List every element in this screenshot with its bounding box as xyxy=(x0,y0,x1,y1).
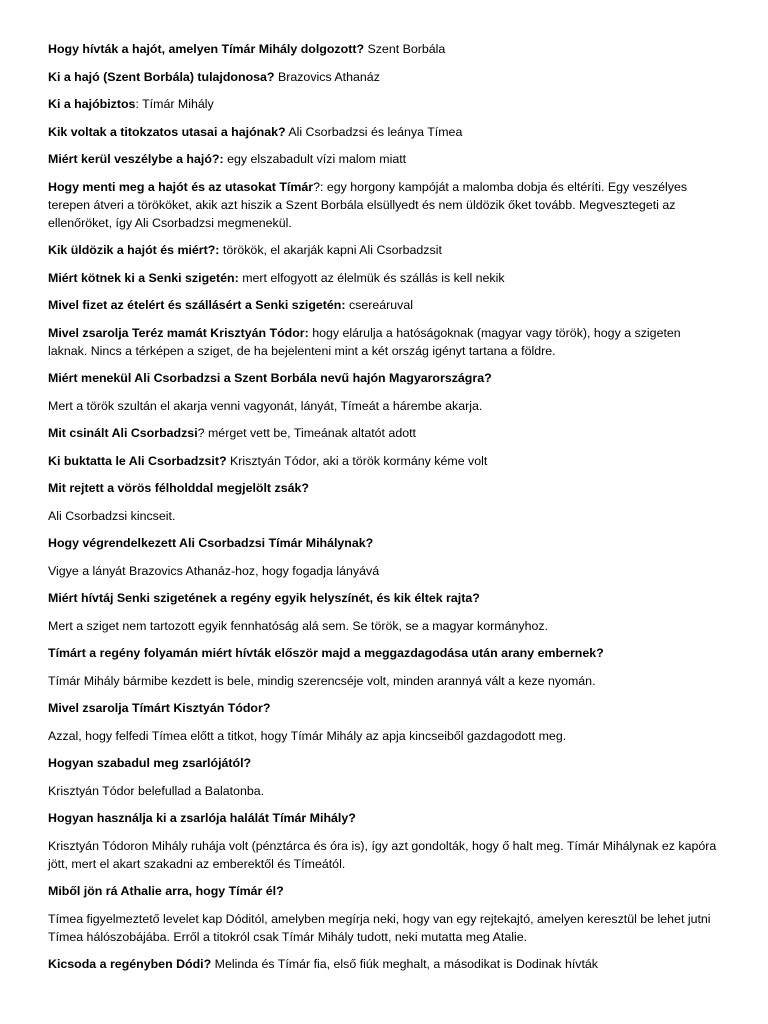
question-text: Kicsoda a regényben Dódi? xyxy=(48,957,212,971)
answer-text: Tímea figyelmeztető levelet kap Dóditól, amelyben megírja neki, hogy van egy rejtekajtó, amelyen keresztül be lehet jutni Tímea hálószobájába. Erről a titokról csak Tímár Mihály tudott, neki mutatta meg Atalie. xyxy=(48,911,711,944)
question-text: Hogyan használja ki a zsarlója halálát Tímár Mihály? xyxy=(48,811,356,825)
qa-paragraph xyxy=(48,241,720,259)
separator-text: ? xyxy=(197,426,208,440)
qa-paragraph xyxy=(48,644,720,662)
answer-text: Ali Csorbadzsi és leánya Tímea xyxy=(288,124,463,139)
question-text: Kik voltak a titokzatos utasai a hajónak? xyxy=(48,124,286,139)
answer-text: Tímár Mihály xyxy=(142,97,214,111)
qa-paragraph xyxy=(48,617,720,635)
answer-text: mérget vett be, Timeának altatót adott xyxy=(207,426,416,440)
question-text: Mit csinált Ali Csorbadzsi xyxy=(48,426,198,440)
answer-text: Vigye a lányát Brazovics Athanáz-hoz, hogy fogadja lányává xyxy=(48,563,380,578)
question-text: Miért kötnek ki a Senki szigetén: xyxy=(48,270,239,285)
qa-paragraph xyxy=(48,809,720,827)
qa-paragraph xyxy=(48,123,720,141)
question-text: Tímárt a regény folyamán miért hívták először majd a meggazdagodása után arany embernek? xyxy=(48,646,604,660)
qa-paragraph xyxy=(48,882,720,900)
qa-paragraph xyxy=(48,699,720,717)
qa-list xyxy=(48,40,720,973)
question-text: Hogy végrendelkezett Ali Csorbadzsi Tímár Mihálynak? xyxy=(48,536,374,550)
answer-text: Krisztyán Tódoron Mihály ruhája volt (pénztárca és óra is), így azt gondolták, hogy ő halt meg. Tímár Mihálynak ez kapóra jött, mert el akart szakadni az emberektől és Tímeától. xyxy=(48,838,717,871)
qa-paragraph xyxy=(48,479,720,497)
qa-paragraph xyxy=(48,296,720,314)
answer-text: Szent Borbála xyxy=(367,42,446,56)
qa-paragraph xyxy=(48,397,720,415)
qa-paragraph xyxy=(48,150,720,168)
separator-text: ?: xyxy=(313,179,327,194)
answer-text: Krisztyán Tódor belefullad a Balatonba. xyxy=(48,783,265,798)
qa-paragraph xyxy=(48,452,720,470)
question-text: Mivel zsarolja Teréz mamát Krisztyán Tódor: xyxy=(48,325,309,340)
qa-paragraph xyxy=(48,68,720,86)
question-text: Mit rejtett a vörös félholddal megjelölt zsák? xyxy=(48,481,309,495)
question-text: Hogy menti meg a hajót és az utasokat Tímár xyxy=(48,179,314,194)
qa-paragraph xyxy=(48,369,720,387)
answer-text: csereáruval xyxy=(348,298,414,312)
answer-text: mert elfogyott az élelmük és szállás is kell nekik xyxy=(242,270,505,285)
qa-paragraph xyxy=(48,178,720,232)
question-text: Hogy hívták a hajót, amelyen Tímár Mihály dolgozott? xyxy=(48,42,365,56)
question-text: Miért kerül veszélybe a hajó?: xyxy=(48,152,224,166)
question-text: Ki buktatta le Ali Csorbadzsit? xyxy=(48,453,227,468)
qa-paragraph xyxy=(48,269,720,287)
question-text: Miért hívtáj Senki szigetének a regény egyik helyszínét, és kik éltek rajta? xyxy=(48,591,480,605)
qa-paragraph xyxy=(48,955,720,973)
qa-paragraph xyxy=(48,672,720,690)
qa-paragraph xyxy=(48,40,720,58)
answer-text: egy elszabadult vízi malom miatt xyxy=(227,152,407,166)
answer-text: Mert a török szultán el akarja venni vagyonát, lányát, Tímeát a hárembe akarja. xyxy=(48,398,483,413)
question-text: Mivel zsarolja Tímárt Kisztyán Tódor? xyxy=(48,701,271,715)
qa-paragraph xyxy=(48,424,720,442)
answer-text: Azzal, hogy felfedi Tímea előtt a titkot, hogy Tímár Mihály az apja kincseiből gazdagodott meg. xyxy=(48,728,567,743)
answer-text: Ali Csorbadzsi kincseit. xyxy=(48,508,176,523)
qa-paragraph xyxy=(48,782,720,800)
qa-paragraph xyxy=(48,754,720,772)
qa-paragraph xyxy=(48,837,720,873)
qa-paragraph xyxy=(48,324,720,360)
qa-paragraph xyxy=(48,507,720,525)
answer-text: Melinda és Tímár fia, első fiúk meghalt, a másodikat is Dodinak hívták xyxy=(214,957,599,971)
question-text: Mivel fizet az ételért és szállásért a Senki szigetén: xyxy=(48,298,346,312)
answer-text: törökök, el akarják kapni Ali Csorbadzsit xyxy=(222,243,442,257)
qa-paragraph xyxy=(48,589,720,607)
question-text: Hogyan szabadul meg zsarlójától? xyxy=(48,756,252,770)
answer-text: hogy elárulja a hatóságoknak (magyar vagy török), hogy a szigeten laknak. Nincs a térképen a sziget, de ha bejelenteni mint a két ország igényt tartana a földre. xyxy=(48,325,681,358)
separator-text: : xyxy=(135,97,143,111)
qa-paragraph xyxy=(48,910,720,946)
question-text: Kik üldözik a hajót és miért?: xyxy=(48,243,220,257)
question-text: Miért menekül Ali Csorbadzsi a Szent Borbála nevű hajón Magyarországra? xyxy=(48,371,492,385)
answer-text: Tímár Mihály bármibe kezdett is bele, mindig szerencséje volt, minden arannyá vált a keze nyomán. xyxy=(48,673,596,688)
qa-paragraph xyxy=(48,727,720,745)
answer-text: egy horgony kampóját a malomba dobja és eltéríti. Egy veszélyes terepen átveri a törököket, akik azt hiszik a Szent Borbála elsüllyedt és nem üldözik őket tovább. Megvesztegeti az ellenőröket, így Ali Csorbadzsi megmenekül. xyxy=(48,179,688,230)
question-text: Ki a hajóbiztos xyxy=(48,97,136,111)
answer-text: Brazovics Athanáz xyxy=(277,69,380,84)
answer-text: Krisztyán Tódor, aki a török kormány kéme volt xyxy=(230,453,488,468)
qa-paragraph xyxy=(48,95,720,113)
question-text: Ki a hajó (Szent Borbála) tulajdonosa? xyxy=(48,69,275,84)
answer-text: Mert a sziget nem tartozott egyik fennhatóság alá sem. Se török, se a magyar kormányhoz. xyxy=(48,618,548,633)
qa-paragraph xyxy=(48,562,720,580)
qa-paragraph xyxy=(48,534,720,552)
question-text: Miből jön rá Athalie arra, hogy Tímár él? xyxy=(48,884,284,898)
